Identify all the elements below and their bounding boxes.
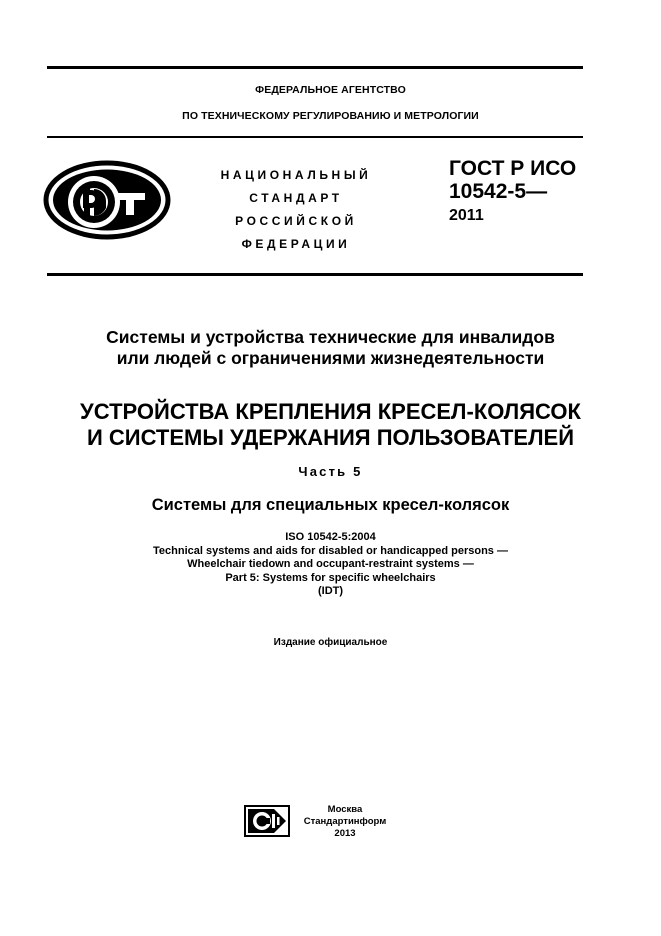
iso-line-3: Wheelchair tiedown and occupant-restraint systems — xyxy=(187,558,474,570)
designation-line-2: 10542-5— xyxy=(449,180,548,203)
agency-line-1: ФЕДЕРАЛЬНОЕ АГЕНТСТВО xyxy=(255,84,406,96)
agency-line-2: ПО ТЕХНИЧЕСКОМУ РЕГУЛИРОВАНИЮ И МЕТРОЛОГИИ xyxy=(182,110,479,122)
standard-designation xyxy=(449,157,576,203)
nat-line-2: СТАНДАРТ xyxy=(249,191,343,205)
designation-year: 2011 xyxy=(449,207,484,224)
mid-rule xyxy=(47,273,583,276)
publisher-year: 2013 xyxy=(334,828,356,839)
edition-label: Издание официальное xyxy=(273,637,388,648)
publisher-info xyxy=(303,804,387,840)
iso-line-2: Technical systems and aids for disabled or handicapped persons — xyxy=(153,544,508,557)
nat-line-3: РОССИЙСКОЙ xyxy=(235,214,357,228)
part-label: Часть 5 xyxy=(298,464,363,479)
iso-line-1: ISO 10542-5:2004 xyxy=(285,531,376,543)
main-title-line-1: УСТРОЙСТВА КРЕПЛЕНИЯ КРЕСЕЛ-КОЛЯСОК xyxy=(80,399,581,424)
iso-line-5: (IDT) xyxy=(317,585,344,597)
general-title-line-2: или людей с ограничениями жизнедеятельности xyxy=(116,348,545,368)
iso-line-4: Part 5: Systems for specific wheelchairs xyxy=(225,571,436,584)
publisher-name: Стандартинформ xyxy=(303,816,387,827)
header-rule xyxy=(47,136,583,138)
iso-block xyxy=(0,531,661,599)
part-title: Системы для специальных кресел-колясок xyxy=(151,496,510,514)
national-standard-label xyxy=(198,164,394,256)
gost-r-conformity-logo-icon xyxy=(43,160,171,240)
nat-line-1: НАЦИОНАЛЬНЫЙ xyxy=(220,168,372,182)
nat-line-4: ФЕДЕРАЦИИ xyxy=(241,237,351,251)
standartinform-logo-icon xyxy=(244,805,290,837)
designation-line-1: ГОСТ Р ИСО xyxy=(449,157,577,180)
publisher-city: Москва xyxy=(327,804,363,815)
top-rule xyxy=(47,66,583,69)
general-title-line-1: Системы и устройства технические для инвалидов xyxy=(106,327,555,347)
main-title-line-2: И СИСТЕМЫ УДЕРЖАНИЯ ПОЛЬЗОВАТЕЛЕЙ xyxy=(86,425,575,450)
